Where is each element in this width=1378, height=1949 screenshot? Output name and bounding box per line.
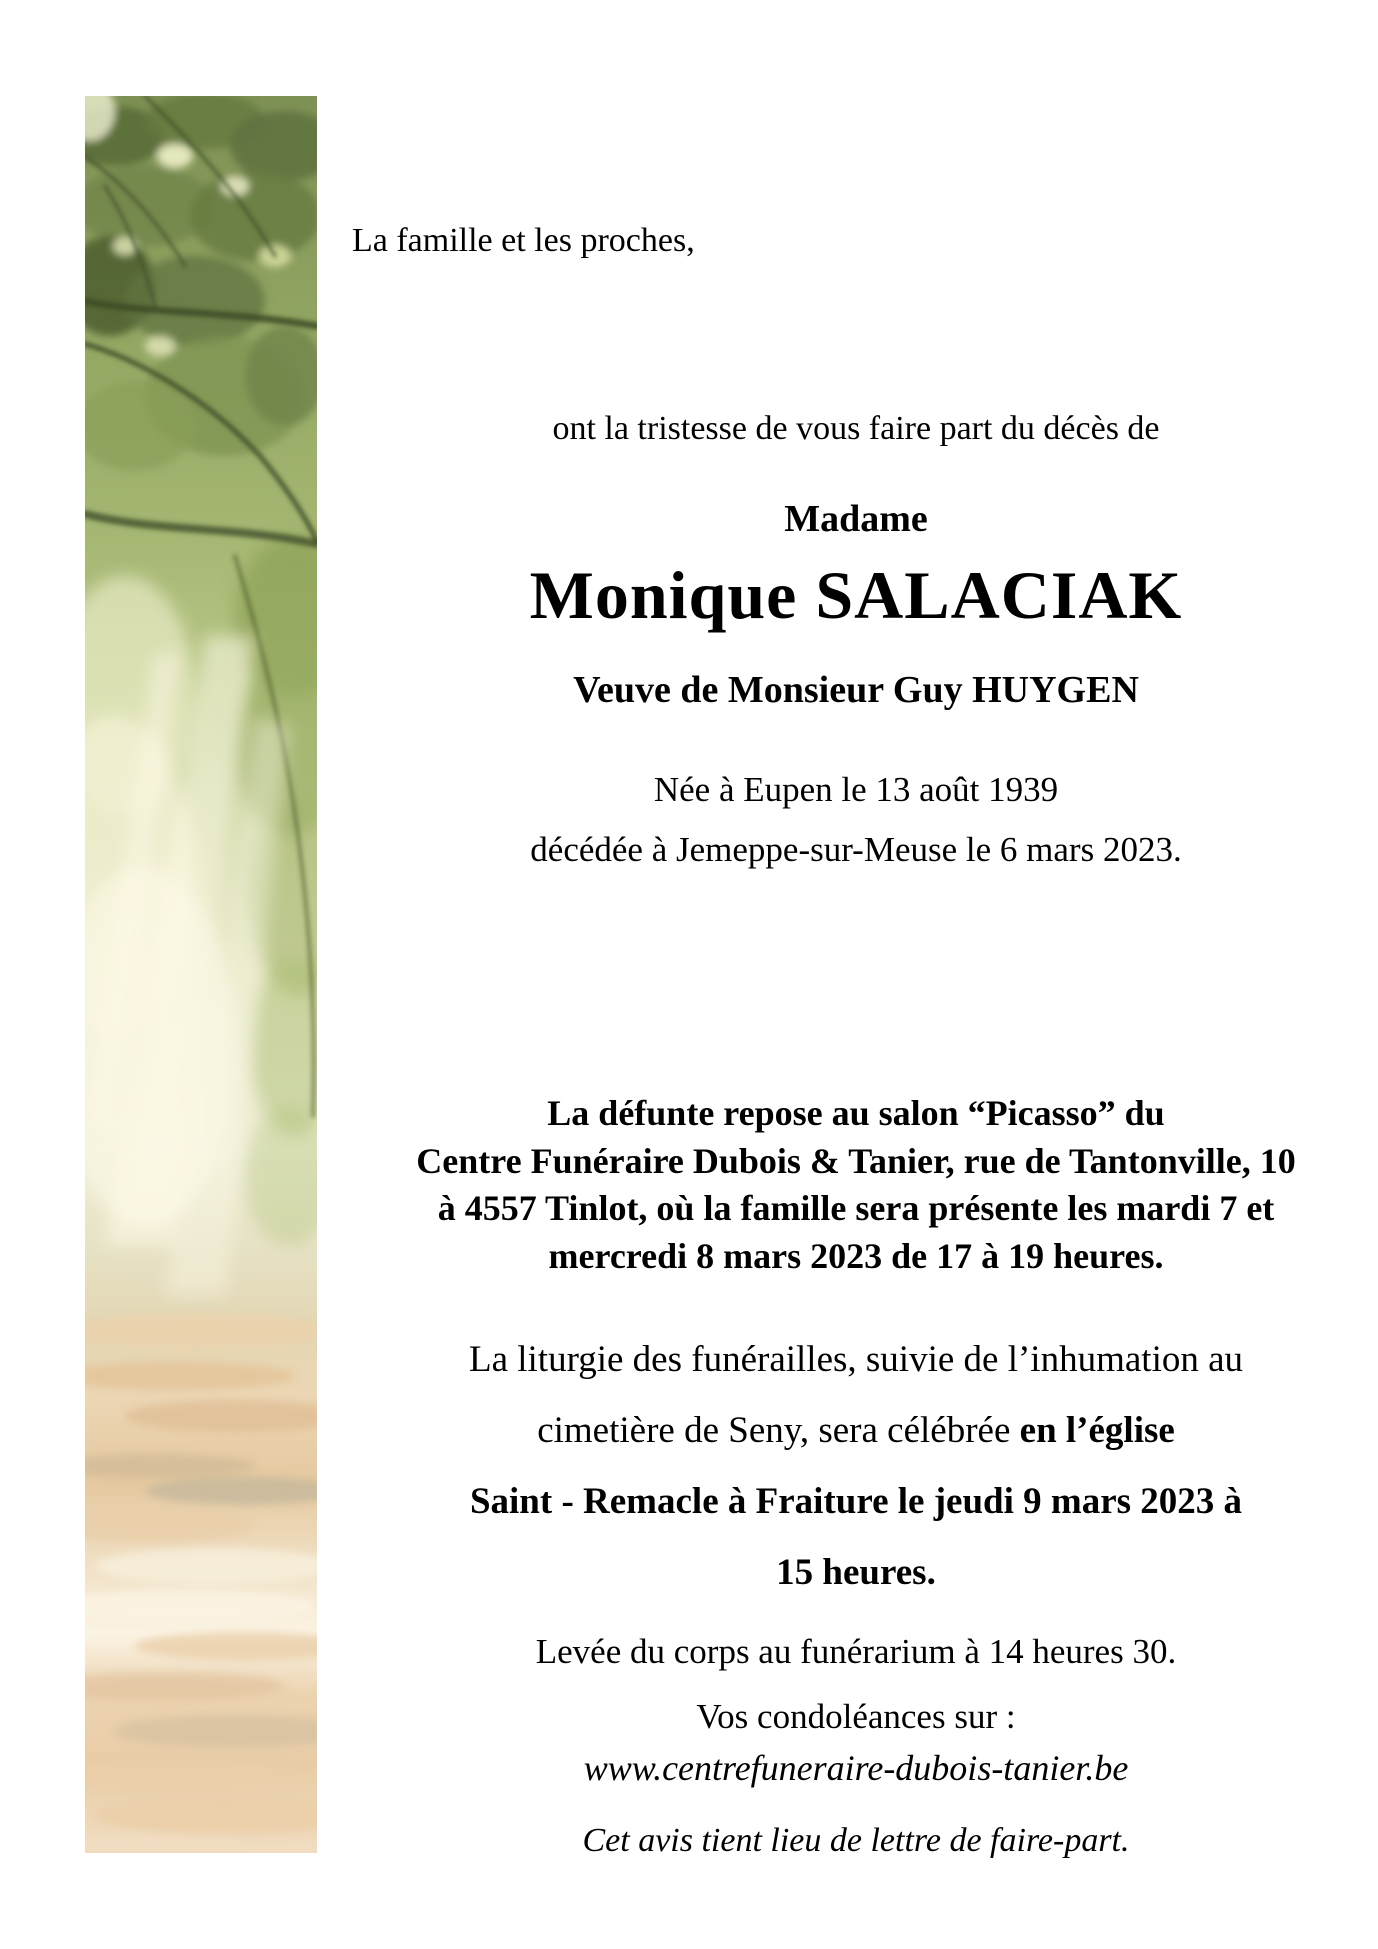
condolences-line: Vos condoléances sur :	[696, 1697, 1016, 1736]
honorific-title: Madame	[784, 498, 928, 540]
repose-line: à 4557 Tinlot, où la famille sera présente les mardi 7 et	[437, 1188, 1275, 1228]
relationship-line: Veuve de Monsieur Guy HUYGEN	[573, 669, 1139, 711]
liturgy-line	[352, 1395, 1360, 1466]
liturgy-line-bold-text: en l’église	[1019, 1410, 1175, 1451]
liturgy-line-text: cimetière de Seny, sera célébrée	[537, 1410, 1020, 1451]
repose-paragraph	[352, 1090, 1360, 1280]
intro-line: La famille et les proches,	[352, 222, 695, 259]
liturgy-line	[352, 1324, 1360, 1395]
deceased-name: Monique SALACIAK	[529, 557, 1183, 633]
liturgy-line: 15 heures.	[776, 1552, 936, 1593]
repose-line: Centre Funéraire Dubois & Tanier, rue de Tantonville, 10	[416, 1140, 1296, 1181]
forest-path-photo	[85, 96, 317, 1853]
notice-line: Cet avis tient lieu de lettre de faire-part.	[582, 1822, 1130, 1859]
forest-path-photo-art	[85, 96, 317, 1853]
birth-line: Née à Eupen le 13 août 1939	[653, 770, 1059, 809]
death-line: décédée à Jemeppe-sur-Meuse le 6 mars 2023.	[530, 830, 1182, 869]
liturgy-line-text: La liturgie des funérailles, suivie de l’inhumation au	[468, 1339, 1244, 1380]
repose-line: mercredi 8 mars 2023 de 17 à 19 heures.	[548, 1235, 1164, 1276]
sorrow-line: ont la tristesse de vous faire part du décès de	[552, 410, 1160, 447]
repose-line: La défunte repose au salon “Picasso” du	[547, 1093, 1165, 1133]
levee-line: Levée du corps au funérarium à 14 heures 30.	[535, 1632, 1177, 1671]
liturgy-paragraph	[352, 1324, 1360, 1608]
announcement-content	[352, 0, 1360, 1949]
condolences-website: www.centrefuneraire-dubois-tanier.be	[583, 1748, 1129, 1788]
liturgy-line: Saint - Remacle à Fraiture le jeudi 9 mars 2023 à	[469, 1481, 1243, 1522]
